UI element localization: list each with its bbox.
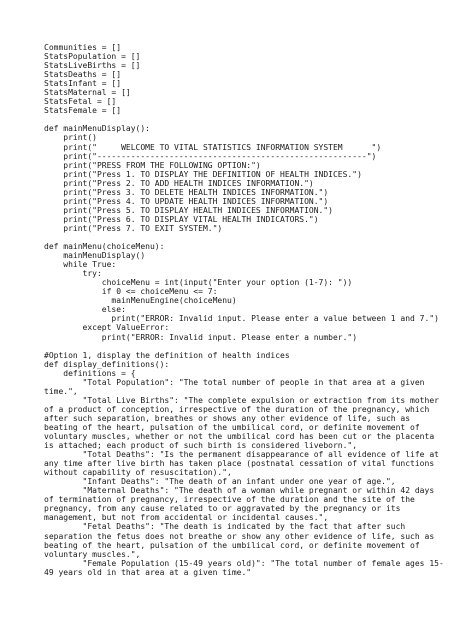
code-line: print("ERROR: Invalid input. Please enter a value between 1 and 7.") xyxy=(44,314,439,324)
code-line: StatsMaternal = [] xyxy=(44,88,131,98)
code-line: voluntary muscles.", xyxy=(44,549,141,559)
code-line: print("Press 2. TO ADD HEALTH INDICES INFORMATION.") xyxy=(44,178,314,188)
code-line: StatsFemale = [] xyxy=(44,106,122,116)
code-line: print() xyxy=(44,133,97,143)
code-line: if 0 <= choiceMenu <= 7: xyxy=(44,287,218,297)
code-line: any time after live birth has taken place (postnatal cessation of vital functions xyxy=(44,459,435,469)
code-line: "Fetal Deaths": "The death is indicated by the fact that after such xyxy=(44,522,406,532)
code-line: def mainMenu(choiceMenu): xyxy=(44,242,165,252)
code-line: definitions = { xyxy=(44,368,136,378)
code-line: def display_definitions(): xyxy=(44,359,170,369)
document-page xyxy=(44,43,454,577)
code-line: print("Press 3. TO DELETE HEALTH INDICES INFORMATION.") xyxy=(44,187,329,197)
code-line: "Total Population": "The total number of people in that area at a given xyxy=(44,377,425,387)
code-line: is attached; each product of such birth is considered liveborn.", xyxy=(44,441,358,451)
code-line: choiceMenu = int(input("Enter your option (1-7): ")) xyxy=(44,278,353,288)
code-line: #Option 1, display the definition of health indices xyxy=(44,350,290,360)
code-line: def mainMenuDisplay(): xyxy=(44,124,150,134)
code-line: separation the fetus does not breathe or show any other evidence of life, such as xyxy=(44,531,435,541)
code-block xyxy=(44,43,454,577)
code-line: "Maternal Deaths": "The death of a woman while pregnant or within 42 days xyxy=(44,486,435,496)
code-line: except ValueError: xyxy=(44,323,170,333)
code-line: print("PRESS FROM THE FOLLOWING OPTION:") xyxy=(44,160,261,170)
code-line: try: xyxy=(44,269,102,279)
code-line: "Infant Deaths": "The death of an infant under one year of age.", xyxy=(44,477,396,487)
code-line: time.", xyxy=(44,386,78,396)
code-line: "Total Live Births": "The complete expulsion or extraction from its mother xyxy=(44,395,439,405)
code-line: print("Press 4. TO UPDATE HEALTH INDICES INFORMATION.") xyxy=(44,196,329,206)
code-line: management, but not from accidental or incidental causes.", xyxy=(44,513,329,523)
code-line: StatsLiveBirths = [] xyxy=(44,61,141,71)
code-line: print(" WELCOME TO VITAL STATISTICS INFORMATION SYSTEM ") xyxy=(44,142,382,152)
code-line: print("ERROR: Invalid input. Please enter a number.") xyxy=(44,332,358,342)
code-line: print("Press 1. TO DISPLAY THE DEFINITION OF HEALTH INDICES.") xyxy=(44,169,362,179)
code-line: beating of the heart, pulsation of the umbilical cord, or definite movement of xyxy=(44,540,420,550)
code-line: mainMenuDisplay() xyxy=(44,251,146,261)
code-line: StatsPopulation = [] xyxy=(44,52,141,62)
code-line: of termination of pregnancy, irrespective of the duration and the site of the xyxy=(44,495,415,505)
code-line: print("--------------------------------------------------------") xyxy=(44,151,377,161)
code-line: print("Press 6. TO DISPLAY VITAL HEALTH INDICATORS.") xyxy=(44,214,319,224)
code-line: without capability of resuscitation).", xyxy=(44,468,232,478)
code-line: print("Press 7. TO EXIT SYSTEM.") xyxy=(44,223,223,233)
code-line: beating of the heart, pulsation of the umbilical cord, or definite movement of xyxy=(44,422,420,432)
code-line: pregnancy, from any cause related to or aggravated by the pregnancy or its xyxy=(44,504,401,514)
code-line: while True: xyxy=(44,260,117,270)
code-line: "Female Population (15-49 years old)": "The total number of female ages 15- xyxy=(44,558,444,568)
code-line: else: xyxy=(44,305,126,315)
code-line: of a product of conception, irrespective of the duration of the pregnancy, which xyxy=(44,404,430,414)
code-line: StatsDeaths = [] xyxy=(44,70,122,80)
code-line: 49 years old in that area at a given time." xyxy=(44,567,252,577)
code-line: voluntary muscles, whether or not the umbilical cord has been cut or the placenta xyxy=(44,432,435,442)
code-line: Communities = [] xyxy=(44,43,122,52)
code-line: mainMenuEngine(choiceMenu) xyxy=(44,296,237,306)
code-line: StatsInfant = [] xyxy=(44,79,122,89)
code-line: "Total Deaths": "Is the permanent disappearance of all evidence of life at xyxy=(44,450,439,460)
code-line: after such separation, breathes or shows any other evidence of life, such as xyxy=(44,413,411,423)
code-line: print("Press 5. TO DISPLAY HEALTH INDICES INFORMATION.") xyxy=(44,205,333,215)
code-line: StatsFetal = [] xyxy=(44,97,117,107)
